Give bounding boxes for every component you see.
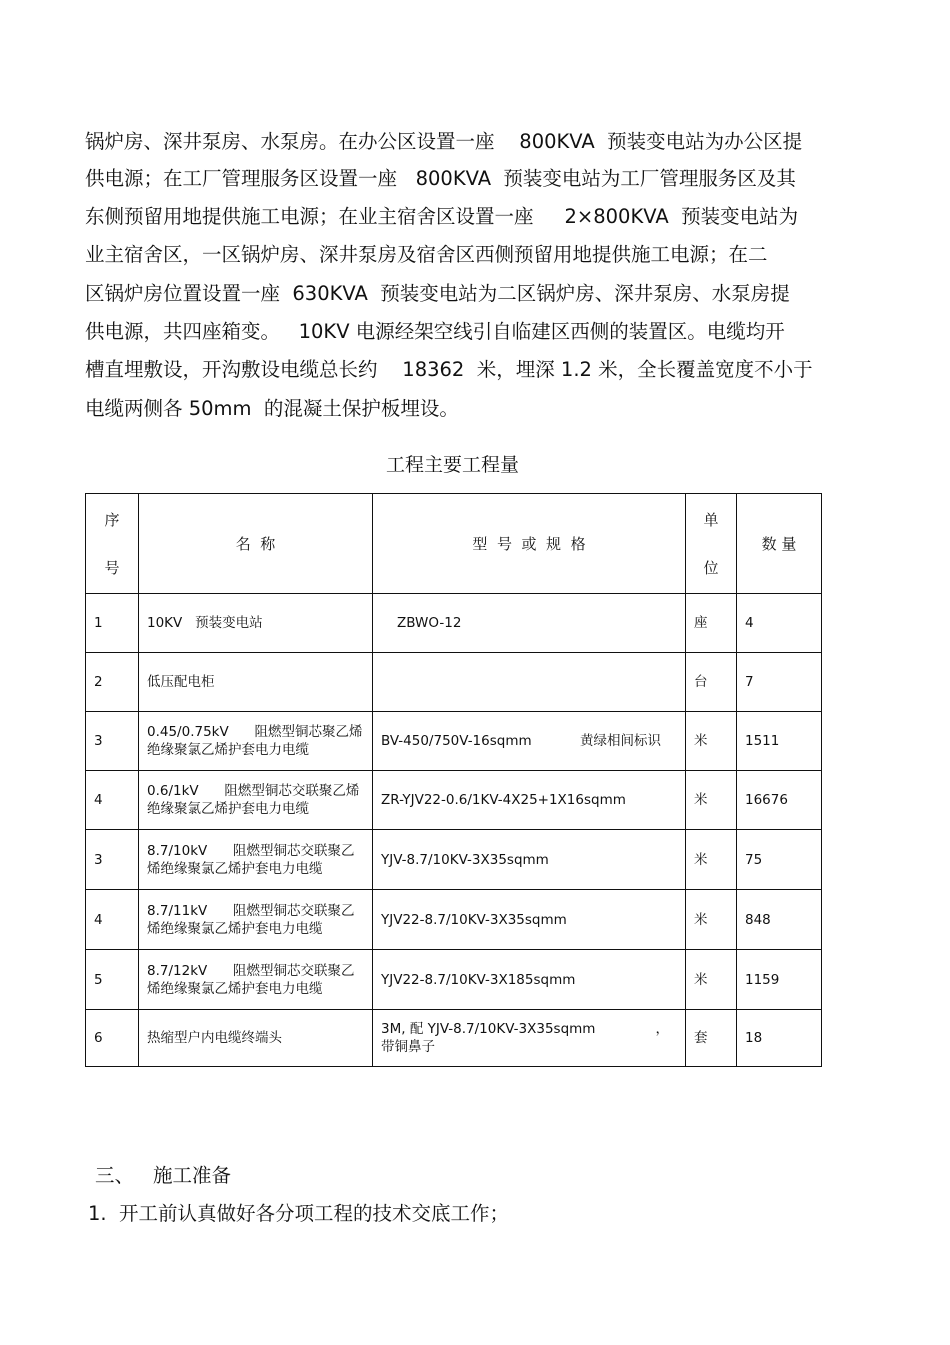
spec-text: YJV-8.7/10KV-3X35sqmm bbox=[381, 851, 549, 868]
table-row bbox=[86, 653, 822, 712]
paragraph-line: 槽直埋敷设，开沟敷设电缆总长约 18362 米，埋深 1.2 米，全长覆盖宽度不小于 bbox=[85, 358, 813, 381]
header-qty bbox=[737, 494, 822, 594]
cell-qty: 1159 bbox=[737, 950, 822, 1010]
cell-name: 热缩型户内电缆终端头 bbox=[139, 1010, 373, 1067]
cell-seq: 4 bbox=[86, 771, 139, 830]
cell-seq: 6 bbox=[86, 1010, 139, 1067]
cell-name: 低压配电柜 bbox=[139, 653, 373, 712]
cell-name: 8.7/10kV 阻燃型铜芯交联聚乙烯绝缘聚氯乙烯护套电力电缆 bbox=[139, 830, 373, 890]
cell-spec bbox=[373, 594, 686, 653]
paragraph-line: 区锅炉房位置设置一座 630KVA 预装变电站为二区锅炉房、深井泵房、水泵房提 bbox=[85, 282, 790, 305]
spec-text: YJV22-8.7/10KV-3X35sqmm bbox=[381, 911, 567, 928]
cell-name: 8.7/12kV 阻燃型铜芯交联聚乙烯绝缘聚氯乙烯护套电力电缆 bbox=[139, 950, 373, 1010]
table-row bbox=[86, 890, 822, 950]
cell-unit: 台 bbox=[686, 653, 737, 712]
table-row bbox=[86, 594, 822, 653]
header-seq-top: 序 bbox=[104, 510, 120, 529]
table-row bbox=[86, 950, 822, 1010]
cell-unit: 米 bbox=[686, 950, 737, 1010]
cell-qty: 848 bbox=[737, 890, 822, 950]
cell-spec bbox=[373, 1010, 686, 1067]
cell-name: 10KV 预装变电站 bbox=[139, 594, 373, 653]
header-name bbox=[139, 494, 373, 594]
spec-text: ZR-YJV22-0.6/1KV-4X25+1X16sqmm bbox=[381, 792, 626, 808]
cell-seq: 3 bbox=[86, 830, 139, 890]
cell-unit: 米 bbox=[686, 890, 737, 950]
cell-seq: 2 bbox=[86, 653, 139, 712]
header-spec bbox=[373, 494, 686, 594]
cell-qty: 7 bbox=[737, 653, 822, 712]
cell-name: 0.6/1kV 阻燃型铜芯交联聚乙烯绝缘聚氯乙烯护套电力电缆 bbox=[139, 771, 373, 830]
header-qty-label: 数 量 bbox=[761, 534, 797, 553]
cell-spec bbox=[373, 950, 686, 1010]
cell-seq: 5 bbox=[86, 950, 139, 1010]
paragraph-line: 供电源，共四座箱变。 10KV 电源经架空线引自临建区西侧的装置区。电缆均开 bbox=[85, 320, 785, 343]
cell-unit: 米 bbox=[686, 712, 737, 771]
spec-note: 黄绿相间标识 bbox=[580, 733, 661, 749]
table-row bbox=[86, 771, 822, 830]
paragraph-line: 锅炉房、深井泵房、水泵房。在办公区设置一座 800KVA 预装变电站为办公区提 bbox=[85, 130, 803, 153]
table-row bbox=[86, 712, 822, 771]
section-number: 三、 bbox=[95, 1164, 135, 1187]
cell-unit: 米 bbox=[686, 771, 737, 830]
paragraph-line: 电缆两侧各 50mm 的混凝土保护板埋设。 bbox=[85, 397, 459, 420]
cell-spec bbox=[373, 890, 686, 950]
header-unit-bottom: 位 bbox=[703, 558, 719, 577]
cell-seq: 3 bbox=[86, 712, 139, 771]
header-name-label: 名 称 bbox=[235, 534, 276, 553]
table-header-row bbox=[86, 494, 822, 594]
table-row bbox=[86, 1010, 822, 1067]
cell-unit: 座 bbox=[686, 594, 737, 653]
spec-text: BV-450/750V-16sqmm bbox=[381, 733, 532, 749]
header-unit-top: 单 bbox=[703, 510, 719, 529]
paragraph-line: 东侧预留用地提供施工电源；在业主宿舍区设置一座 2×800KVA 预装变电站为 bbox=[85, 205, 799, 228]
list-item: 1. 开工前认真做好各分项工程的技术交底工作； bbox=[88, 1202, 510, 1225]
cell-qty: 16676 bbox=[737, 771, 822, 830]
spec-text: ZBWO-12 bbox=[397, 615, 462, 631]
cell-qty: 18 bbox=[737, 1010, 822, 1067]
section-heading bbox=[95, 1160, 231, 1188]
paragraph-line: 供电源；在工厂管理服务区设置一座 800KVA 预装变电站为工厂管理服务区及其 bbox=[85, 167, 796, 190]
cell-qty: 1511 bbox=[737, 712, 822, 771]
cell-spec bbox=[373, 653, 686, 712]
cell-spec bbox=[373, 771, 686, 830]
header-unit bbox=[686, 494, 737, 594]
quantity-table bbox=[85, 493, 822, 1067]
header-seq-bottom: 号 bbox=[104, 558, 120, 577]
cell-name: 8.7/11kV 阻燃型铜芯交联聚乙烯绝缘聚氯乙烯护套电力电缆 bbox=[139, 890, 373, 950]
cell-spec bbox=[373, 712, 686, 771]
header-seq bbox=[86, 494, 139, 594]
cell-seq: 1 bbox=[86, 594, 139, 653]
cell-qty: 4 bbox=[737, 594, 822, 653]
cell-unit: 套 bbox=[686, 1010, 737, 1067]
cell-unit: 米 bbox=[686, 830, 737, 890]
header-spec-label: 型 号 或 规 格 bbox=[472, 534, 586, 553]
section-title: 施工准备 bbox=[153, 1164, 232, 1187]
paragraph-line: 业主宿舍区，一区锅炉房、深井泵房及宿舍区西侧预留用地提供施工电源；在二 bbox=[85, 243, 768, 266]
spec-text: 3M, 配 YJV-8.7/10KV-3X35sqmm ，带铜鼻子 bbox=[381, 1021, 670, 1055]
cell-seq: 4 bbox=[86, 890, 139, 950]
spec-text: YJV22-8.7/10KV-3X185sqmm bbox=[381, 971, 576, 988]
cell-name: 0.45/0.75kV 阻燃型铜芯聚乙烯绝缘聚氯乙烯护套电力电缆 bbox=[139, 712, 373, 771]
cell-spec bbox=[373, 830, 686, 890]
cell-qty: 75 bbox=[737, 830, 822, 890]
table-title: 工程主要工程量 bbox=[385, 454, 519, 476]
table-row bbox=[86, 830, 822, 890]
